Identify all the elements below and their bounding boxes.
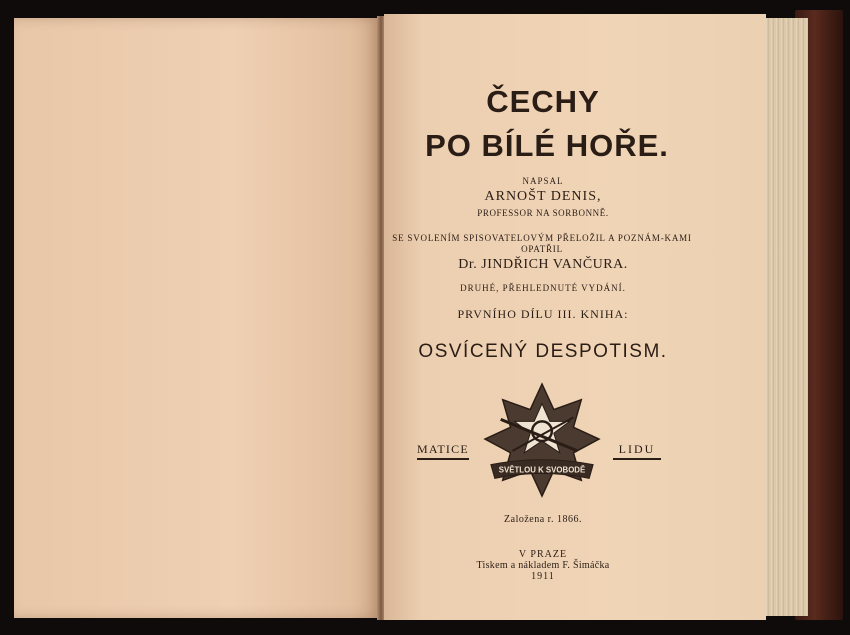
- title-page: [384, 14, 766, 620]
- translator-name: Dr. JINDŘICH VANČURA.: [458, 257, 628, 272]
- book-subtitle: OSVÍCENÝ DESPOTISM.: [418, 341, 668, 362]
- publisher-right: LIDU: [613, 442, 661, 460]
- publication-city: V PRAZE: [518, 549, 568, 560]
- printer-note: Tiskem a nákladem F. Šimáčka: [476, 560, 610, 571]
- emblem-motto: SVĚTLOU K SVOBODĚ: [498, 465, 586, 475]
- napsal-label: NAPSAL: [522, 176, 564, 186]
- author-name: ARNOŠT DENIS,: [484, 189, 602, 204]
- publisher-emblem-icon: [483, 382, 601, 500]
- edition-note: DRUHÉ, PŘEHLEDNUTÉ VYDÁNÍ.: [460, 283, 626, 293]
- page-edges: [760, 18, 808, 616]
- author-role: PROFESSOR NA SORBONNĚ.: [477, 208, 609, 218]
- permission-note: SE SVOLENÍM SPISOVATELOVÝM PŘELOŽIL A POZNÁM-KAMI OPATŘIL: [392, 233, 692, 254]
- title-line-2: PO BÍLÉ HOŘE.: [425, 128, 669, 163]
- part-label: PRVNÍHO DÍLU III. KNIHA:: [457, 307, 629, 321]
- publisher-left: MATICE: [417, 442, 469, 460]
- left-blank-page: [14, 18, 380, 618]
- publication-year: 1911: [531, 571, 555, 582]
- founded-note: Založena r. 1866.: [504, 514, 582, 525]
- title-line-1: ČECHY: [486, 84, 600, 119]
